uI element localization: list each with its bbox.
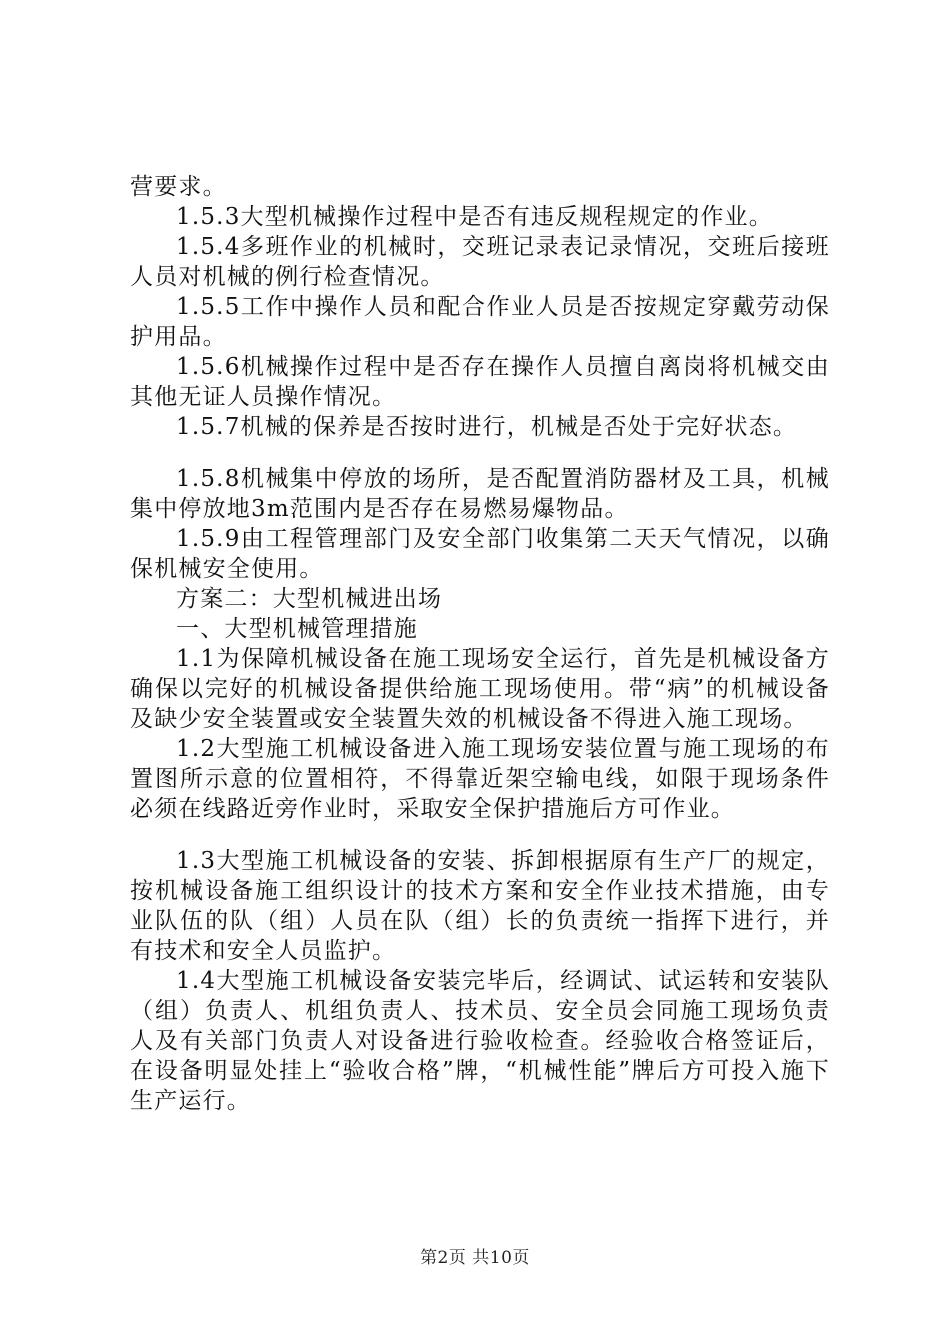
page-footer: 第2页 共10页 — [420, 1248, 530, 1268]
paragraph-continuation: 营要求。 — [130, 174, 227, 200]
paragraph-1-5-9: 1.5.9由工程管理部门及安全部门收集第二天天气情况，以确保机械安全使用。 — [130, 526, 830, 582]
paragraph-1-5-4: 1.5.4多班作业的机械时，交班记录表记录情况，交班后接班人员对机械的例行检查情况。 — [130, 234, 830, 290]
paragraph-1-1: 1.1为保障机械设备在施工现场安全运行，首先是机械设备方确保以完好的机械设备提供给施工现场使用。带“病”的机械设备及缺少安全装置或安全装置失效的机械设备不得进入施工现场。 — [130, 646, 830, 732]
paragraph-1-3: 1.3大型施工机械设备的安装、拆卸根据原有生产厂的规定，按机械设备施工组织设计的技术方案和安全作业技术措施，由专业队伍的队（组）人员在队（组）长的负责统一指挥下进行，并有技术和安全人员监护。 — [130, 848, 830, 964]
document-body — [130, 172, 830, 1116]
paragraph-1-4: 1.4大型施工机械设备安装完毕后，经调试、试运转和安装队（组）负责人、机组负责人、技术员、安全员会同施工现场负责人及有关部门负责人对设备进行验收检查。经验收合格签证后，在设备明显处挂上“验收合格”牌，“机械性能”牌后方可投入施下生产运行。 — [130, 968, 830, 1114]
paragraph-1-5-5: 1.5.5工作中操作人员和配合作业人员是否按规定穿戴劳动保护用品。 — [130, 294, 830, 350]
paragraph-1-5-8: 1.5.8机械集中停放的场所，是否配置消防器材及工具，机械集中停放地3m范围内是否存在易燃易爆物品。 — [130, 466, 830, 522]
section-heading-plan-two: 方案二：大型机械进出场 — [176, 586, 443, 612]
paragraph-1-5-3: 1.5.3大型机械操作过程中是否有违反规程规定的作业。 — [176, 204, 773, 230]
paragraph-1-5-7: 1.5.7机械的保养是否按时进行，机械是否处于完好状态。 — [176, 414, 798, 440]
paragraph-1-5-6: 1.5.6机械操作过程中是否存在操作人员擅自离岗将机械交由其他无证人员操作情况。 — [130, 354, 830, 410]
paragraph-1-2: 1.2大型施工机械设备进入施工现场安装位置与施工现场的布置图所示意的位置相符，不得靠近架空输电线，如限于现场条件必须在线路近旁作业时，采取安全保护措施后方可作业。 — [130, 736, 830, 822]
subsection-heading-management: 一、大型机械管理措施 — [176, 616, 418, 642]
